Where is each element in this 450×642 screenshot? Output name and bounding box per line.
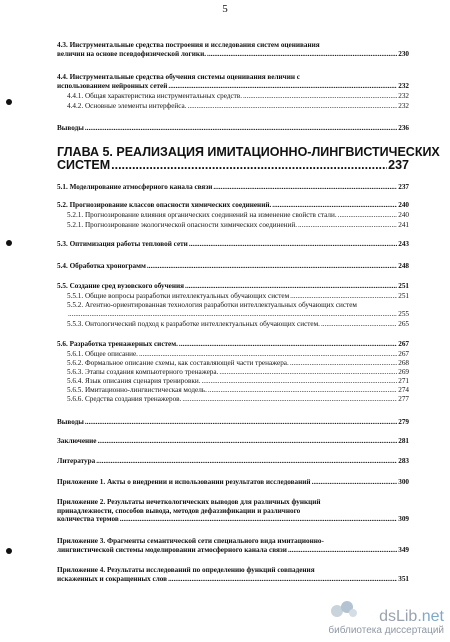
punch-hole — [6, 99, 12, 105]
toc-entry-conclusions-5[interactable]: Выводы ..... 279 — [57, 418, 409, 427]
toc-entry-5-6[interactable]: 5.6. Разработка тренажерных систем. ..... 267 — [57, 340, 409, 349]
toc-entry-5-1[interactable]: 5.1. Моделирование атмосферного канала связи ..... 237 — [57, 183, 409, 192]
toc-entry-5-5-3[interactable]: 5.5.3. Онтологический подход к разработке интеллектуальных обучающих систем. ..... 265 — [67, 320, 409, 329]
toc-entry-4-4[interactable]: 4.4. Инструментальные средства обучения системы оценивания величин с использованием нейронных сетей ..... 232 — [57, 73, 409, 90]
toc-entry-appendix-4[interactable]: Приложение 4. Результаты исследований по определению функций совпадения искаженных и сокращенных слов ..... 351 — [57, 566, 409, 583]
punch-hole — [6, 548, 12, 554]
toc-entry-5-5[interactable]: 5.5. Создание сред вузовского обучения ..... 251 — [57, 282, 409, 291]
toc-entry-appendix-1[interactable]: Приложение 1. Акты о внедрении и использовании результатов исследований ..... 300 — [57, 478, 409, 487]
toc-entry-literature[interactable]: Литература ..... 283 — [57, 457, 409, 466]
toc-entry-5-6-1[interactable]: 5.6.1. Общее описание. ..... 267 — [67, 350, 409, 359]
toc-entry-5-5-2[interactable]: 5.5.2. Агентно-ориентированная технология разработки интеллектуальных обучающих систем ..... 255 — [67, 301, 409, 318]
toc-entry-4-4-2[interactable]: 4.4.2. Основные элементы интерфейса. ..... 232 — [67, 102, 409, 111]
watermark-logo[interactable] — [328, 608, 444, 636]
toc-entry-5-3[interactable]: 5.3. Оптимизация работы тепловой сети ..... 243 — [57, 240, 409, 249]
logo-tld: .net — [417, 608, 444, 625]
toc-entry-5-6-5[interactable]: 5.6.5. Имитационно-лингвистическая модель. ..... 274 — [67, 386, 409, 395]
logo-subtitle: библиотека диссертаций — [328, 625, 444, 636]
toc-entry-5-4[interactable]: 5.4. Обработка хронограмм ..... 248 — [57, 262, 409, 271]
chapter-5-heading[interactable]: ГЛАВА 5. РЕАЛИЗАЦИЯ ИМИТАЦИОННО-ЛИНГВИСТИЧЕСКИХ СИСТЕМ ..... 237 — [57, 146, 409, 172]
toc-entry-5-5-1[interactable]: 5.5.1. Общие вопросы разработки интеллектуальных обучающих систем ..... 251 — [67, 292, 409, 301]
page-number: 5 — [222, 3, 228, 15]
toc-entry-conclusions-4[interactable]: Выводы ..... 236 — [57, 124, 409, 133]
toc-entry-5-6-4[interactable]: 5.6.4. Язык описания сценария тренировки. ..... 271 — [67, 377, 409, 386]
toc-entry-appendix-2[interactable]: Приложение 2. Результаты нечеткологических выводов для различных функций принадлежности, способов вывода, методов дефаззификации и различного количества термов ..... 309 — [57, 498, 409, 524]
toc-entry-appendix-3[interactable]: Приложение 3. Фрагменты семантической сети специального вида имитационно- лингвистической системы моделировании атмосферного канала связи ..... 349 — [57, 537, 409, 554]
logo-brand: dsLib — [379, 608, 418, 625]
page-ref: 232 — [398, 81, 409, 90]
toc-entry-5-2[interactable]: 5.2. Прогнозирование классов опасности химических соединений. ..... 240 — [57, 201, 409, 210]
page-ref: 230 — [398, 49, 409, 58]
toc-entry-5-6-2[interactable]: 5.6.2. Формальное описание схемы, как составляющей части тренажера. ..... 268 — [67, 359, 409, 368]
punch-hole — [6, 240, 12, 246]
toc-entry-4-4-1[interactable]: 4.4.1. Общая характеристика инструментальных средств. ..... 232 — [67, 92, 409, 101]
toc-entry-5-2-2[interactable]: 5.2.1. Прогнозирование экологической опасности химических соединений. ..... 241 — [67, 221, 409, 230]
toc-entry-4-3[interactable]: 4.3. Инструментальные средства построения и исследования систем оценивания величин на основе псевдофизической логики. ..... 230 — [57, 41, 409, 58]
toc-entry-5-6-3[interactable]: 5.6.3. Этапы создания компьютерного тренажера. ..... 269 — [67, 368, 409, 377]
toc-entry-5-2-1[interactable]: 5.2.1. Прогнозирование влияния органических соединений на изменение свойств стали. ..... 240 — [67, 211, 409, 220]
toc-entry-conclusion[interactable]: Заключение ..... 281 — [57, 437, 409, 446]
toc-entry-5-6-6[interactable]: 5.6.6. Средства создания тренажеров. ..... 277 — [67, 395, 409, 404]
